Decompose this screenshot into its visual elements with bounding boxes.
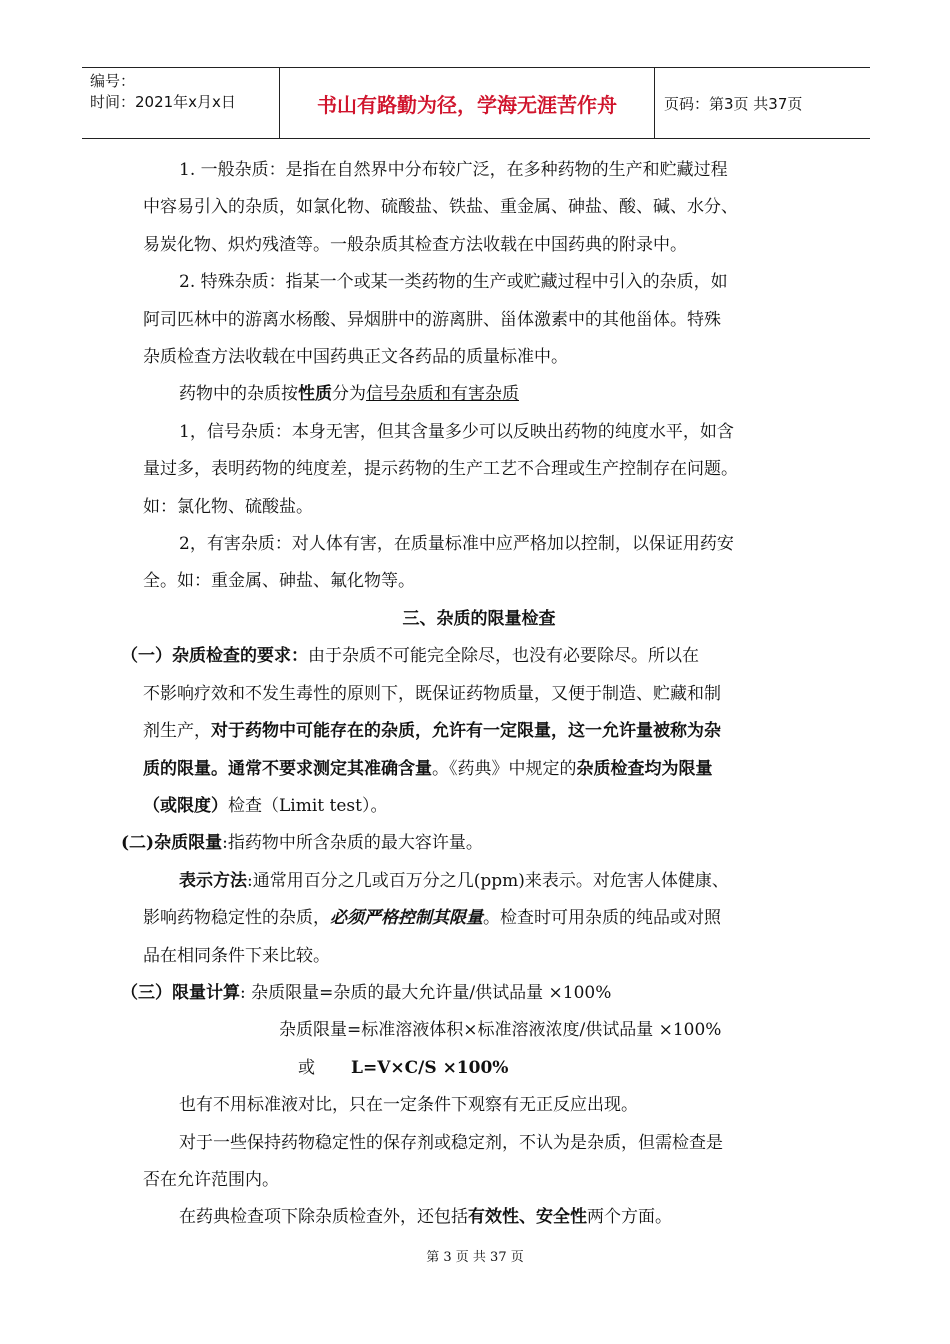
text-line: 否在允许范围内。: [143, 1169, 279, 1190]
text-line: 易炭化物、炽灼残渣等。一般杂质其检查方法收载在中国药典的附录中。: [143, 234, 687, 255]
text-line: [143, 713, 815, 750]
text-line: 对于一些保持药物稳定性的保存剂或稳定剂，不认为是杂质，但需检查是: [179, 1132, 723, 1153]
bold-text: 杂质检查均为限量: [576, 758, 713, 779]
section-title: 三、杂质的限量检查: [402, 608, 556, 629]
page-header: [82, 67, 870, 139]
text-run: 影响药物稳定性的杂质，: [143, 908, 330, 929]
text-run: 分为: [332, 384, 366, 405]
number-label: 编号：: [90, 72, 136, 90]
text-run: : 杂质限量=杂质的最大允许量/供试品量 ×100%: [240, 982, 612, 1003]
header-motto: 书山有路勤为径，学海无涯苦作舟: [280, 68, 655, 138]
text-line: [143, 788, 815, 825]
text-run: 检查（Limit test）。: [228, 795, 388, 816]
text-run: 在药典检查项下除杂质检查外，还包括: [179, 1207, 468, 1228]
text-run: 。《药典》中规定的: [432, 758, 577, 779]
text-line: 1. 一般杂质：是指在自然界中分布较广泛，在多种药物的生产和贮藏过程: [179, 160, 728, 180]
text-line: [121, 825, 815, 862]
text-line: [121, 975, 815, 1012]
bold-text: (二)杂质限量: [121, 833, 223, 854]
text-run: 或: [298, 1057, 315, 1078]
header-page-info: 页码：第3页 共37页: [664, 94, 803, 113]
text-run: 。检查时可用杂质的纯品或对照: [483, 908, 721, 929]
bold-text: （或限度）: [143, 795, 228, 816]
text-line: 阿司匹林中的游离水杨酸、异烟肼中的游离肼、甾体激素中的其他甾体。特殊: [143, 309, 721, 330]
text-line: 如：氯化物、硫酸盐。: [143, 496, 313, 517]
text-line: 杂质限量=标准溶液体积×标准溶液浓度/供试品量 ×100%: [279, 1020, 722, 1041]
text-run: 由于杂质不可能完全除尽，也没有必要除尽。所以在: [308, 646, 699, 667]
bold-text: 性质: [298, 384, 332, 405]
text-line: [121, 638, 815, 675]
text-line: 品在相同条件下来比较。: [143, 945, 330, 966]
text-line: 1，信号杂质：本身无害，但其含量多少可以反映出药物的纯度水平，如含: [179, 421, 734, 442]
header-meta: [82, 68, 280, 138]
text-run: 剂生产，: [143, 721, 211, 742]
text-run: :通常用百分之几或百万分之几(ppm)来表示。对危害人体健康、: [247, 870, 729, 891]
text-line: [143, 1199, 815, 1236]
text-line: 不影响疗效和不发生毒性的原则下，既保证药物质量，又便于制造、贮藏和制: [143, 683, 721, 704]
bold-text: （一）杂质检查的要求：: [121, 646, 308, 667]
date-label: 时间：2021年x月x日: [90, 93, 236, 111]
text-line: 量过多，表明药物的纯度差，提示药物的生产工艺不合理或生产控制存在问题。: [143, 459, 738, 480]
text-line: 也有不用标准液对比，只在一定条件下观察有无正反应出现。: [179, 1095, 638, 1116]
text-line: 2，有害杂质：对人体有害，在质量标准中应严格加以控制，以保证用药安: [179, 534, 734, 555]
bold-text: 有效性、安全性: [468, 1207, 587, 1228]
text-line: 2. 特殊杂质：指某一个或某一类药物的生产或贮藏过程中引入的杂质，如: [179, 272, 728, 293]
bold-text: （三）限量计算: [121, 982, 240, 1003]
bold-text: 对于药物中可能存在的杂质，允许有一定限量，这一允许量被称为杂: [211, 721, 721, 742]
text-run: 两个方面。: [587, 1207, 672, 1228]
text-line: 杂质检查方法收载在中国药典正文各药品的质量标准中。: [143, 347, 568, 368]
text-line: [143, 1050, 815, 1087]
bold-text: 表示方法: [179, 870, 247, 891]
underlined-text: 信号杂质和有害杂质: [366, 384, 519, 405]
text-line: [143, 900, 815, 937]
bold-italic-text: 必须严格控制其限量: [330, 908, 483, 929]
text-line: [143, 751, 815, 788]
text-line: 中容易引入的杂质，如氯化物、硫酸盐、铁盐、重金属、砷盐、酸、碱、水分、: [143, 197, 738, 218]
formula: L=V×C/S ×100%: [351, 1057, 509, 1078]
text-line: [143, 376, 815, 413]
document-body: [121, 152, 815, 1237]
text-line: [143, 863, 815, 900]
bold-text: 质的限量。通常不要求测定其准确含量: [143, 758, 432, 779]
text-run: :指药物中所含杂质的最大容许量。: [222, 833, 483, 854]
text-run: 药物中的杂质按: [179, 384, 298, 405]
text-line: 全。如：重金属、砷盐、氟化物等。: [143, 571, 415, 592]
page-footer: 第 3 页 共 37 页: [426, 1250, 524, 1265]
